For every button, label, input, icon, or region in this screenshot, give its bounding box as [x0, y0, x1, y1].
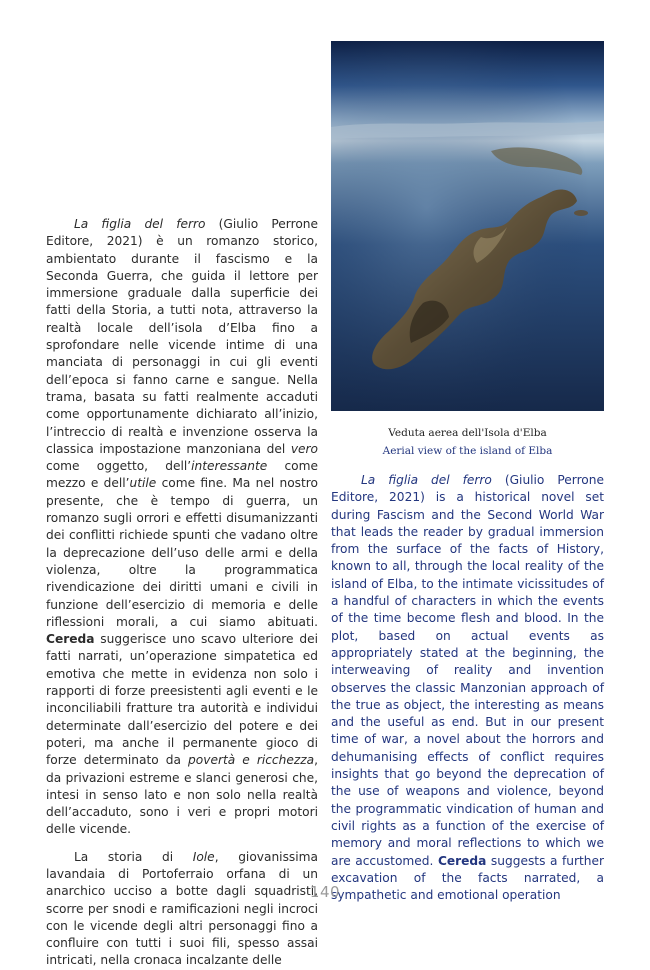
book-title-italic-en: La figlia del ferro — [361, 473, 492, 487]
author-name-bold-en: Cereda — [437, 853, 487, 868]
author-name-bold: Cereda — [46, 632, 95, 647]
italian-text-column — [46, 216, 318, 970]
english-paragraph-1: La figlia del ferro (Giulio Perrone Editore, 2021) is a historical novel set during Fascism and the Second World War that leads the reader by gradual immersion from the surface of the facts of History, known to all, through the local reality of the island of Elba, to the intimate vicissitudes of a handful of characters in which the events of the time become flesh and blood. In the plot, based on actual events as appropriately stated at the beginning, the interweaving of reality and invention observes the classic Manzonian approach of the true as object, the interesting as means and the useful as end. But in our present time of war, a novel about the horrors and dehumanising effects of conflict requires insights that go beyond the deprecation of the use of weapons and violence, beyond the programmatic vindication of human and civil rights as a function of the exercise of memory and moral reflections to which we are accustomed. Cereda suggests a further excavation of the facts narrated, a sympathetic and emotional operation — [331, 473, 604, 903]
character-name-italic: Iole — [192, 849, 215, 864]
italian-paragraph-2: La storia di Iole, giovanissima lavandaia di Portoferraio orfana di un anarchico ucciso a botte dagli squadristi, scorre per snodi e ramificazioni negli incroci con le vicende degli altri personaggi fino a confluire con tutti i suoi fili, spesso assai intricati, nella cronaca incalzante delle — [46, 849, 318, 968]
book-title-italic: La figlia del ferro — [74, 217, 206, 231]
elba-aerial-image — [331, 41, 604, 411]
italian-paragraph-1: La figlia del ferro (Giulio Perrone Editore, 2021) è un romanzo storico, ambientato durante il fascismo e la Seconda Guerra, che guida il lettore per immersione graduale dalla superficie dei fatti della Storia, a tutti nota, attraverso la realtà locale dell’isola d’Elba fino a sprofondare nelle vicende intime di una manciata di personaggi in cui gli eventi dell’epoca si fanno carne e sangue. Nella trama, basata su fatti realmente accaduti come opportunamente dichiarato all’inizio, l’intreccio di realtà e invenzione osserva la classica impostazione manzoniana del vero come oggetto, dell’interessante come mezzo e dell’utile come fine. Ma nel nostro presente, che è tempo di guerra, un romanzo sugli orrori e effetti disumanizzanti dei conflitti richiede spunti che vadano oltre la deprecazione dell’uso delle armi e della violenza, oltre la programmatica rivendicazione dei diritti umani e civili in funzione dell’esercizio di memoria e delle riflessioni morali, a cui siamo abituati. Cereda suggerisce uno scavo ulteriore dei fatti narrati, un’operazione simpatetica ed emotiva che mette in evidenza non solo i rapporti di forze preesistenti agli eventi e le inconciliabili fratture tra autorità e individui determinate dall’esercizio del potere e dei poteri, ma anche il permanente gioco di forze determinato da povertà e ricchezza, da privazioni estreme e slanci generosi che, intesi in senso lato e non solo nella realtà dell’accaduto, sono i veri e propri motori delle vicende. — [46, 217, 319, 837]
page-number: 140 — [309, 883, 341, 901]
english-text-column — [331, 472, 604, 904]
figure-caption-italian: Veduta aerea dell'Isola d'Elba — [388, 427, 547, 439]
elba-aerial-photo — [331, 41, 604, 411]
figure-caption-english: Aerial view of the island of Elba — [382, 445, 553, 457]
